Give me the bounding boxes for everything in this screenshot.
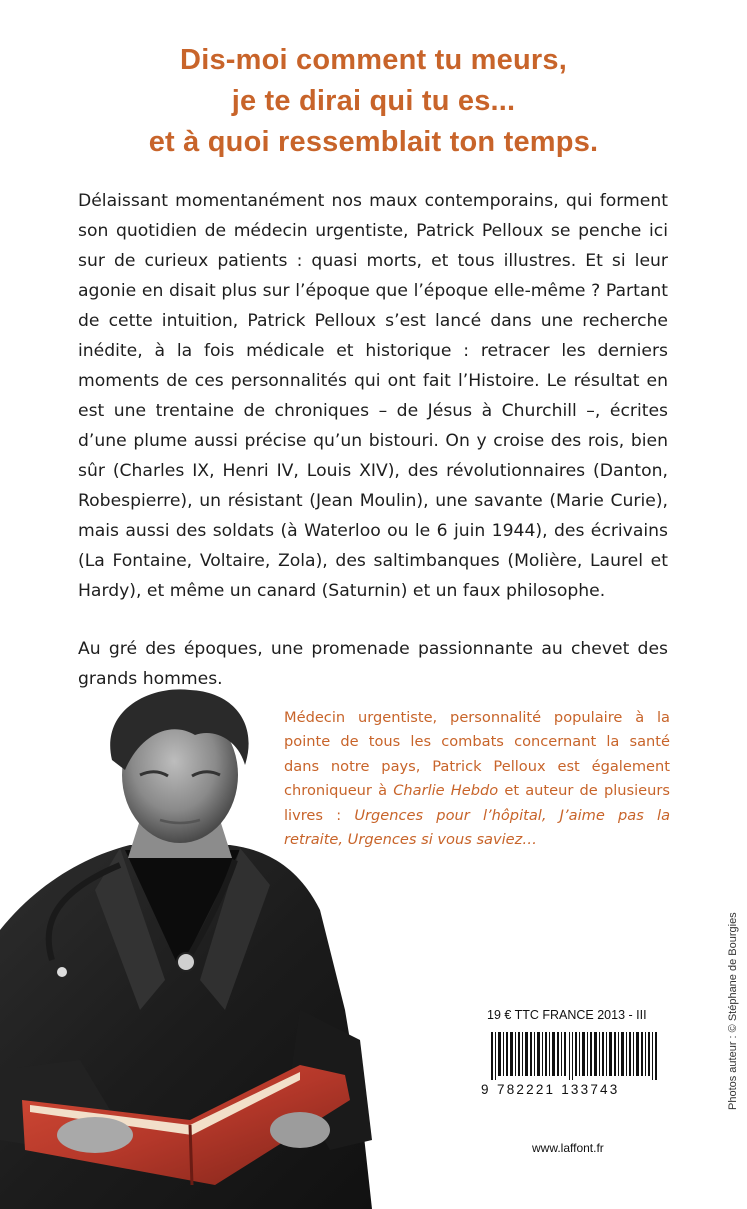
price-box (481, 1002, 665, 1104)
barcode-icon (489, 1032, 659, 1080)
blurb-paragraph-1: Délaissant momentanément nos maux contemporains, qui forment son quotidien de médecin urgentiste, Patrick Pelloux se penche ici sur de curieux patients : quasi morts, et tous illustres. Et si leur agonie en disait plus sur l’époque que l’époque elle-même ? Partant de cette intuition, Patrick Pelloux s’est lancé dans une recherche inédite, à la fois médicale et historique : retracer les derniers moments de ces personnalités qui ont fait l’Histoire. Le résultat en est une trentaine de chroniques – de Jésus à Churchill –, écrites d’une plume aussi précise qu’un bistouri. On y croise des rois, bien sûr (Charles IX, Henri IV, Louis XIV), des révolutionnaires (Danton, Robespierre), un résistant (Jean Moulin), une savante (Marie Curie), mais aussi des soldats (à Waterloo ou le 6 juin 1944), des écrivains (La Fontaine, Voltaire, Zola), des saltimbanques (Molière, Laurel et Hardy), et même un canard (Saturnin) et un faux philosophe. (78, 191, 668, 601)
photo-credit: Photos auteur : © Stéphane de Bourgies (727, 912, 739, 1110)
author-photo (0, 680, 480, 1209)
bio-books: Urgences pour l’hôpital, J’aime pas la retraite, Urgences si vous saviez… (284, 806, 671, 849)
publisher-website[interactable]: www.laffont.fr (532, 1141, 604, 1155)
headline-line-1: Dis-moi comment tu meurs, (180, 44, 567, 76)
price-label: 19 € TTC FRANCE 2013 - III (487, 1008, 647, 1022)
blurb-paragraph-2: Au gré des époques, une promenade passionnante au chevet des grands hommes. (78, 639, 668, 689)
isbn-first-digit: 9 (481, 1082, 489, 1097)
bio-journal: Charlie Hebdo (393, 782, 499, 800)
headline-line-3: et à quoi ressemblait ton temps. (148, 126, 599, 158)
headline (0, 40, 747, 163)
blurb (78, 186, 668, 694)
isbn-rest-digits: 782221 133743 (497, 1082, 620, 1097)
headline-line-2: je te dirai qui tu es... (231, 85, 516, 117)
bio-text-2: et auteur de plusieurs livres : (284, 782, 670, 824)
bio-text-1: Médecin urgentiste, personnalité populaire à la pointe de tous les combats concernant la santé dans notre pays, Patrick Pelloux est également chroniqueur à (284, 709, 670, 800)
